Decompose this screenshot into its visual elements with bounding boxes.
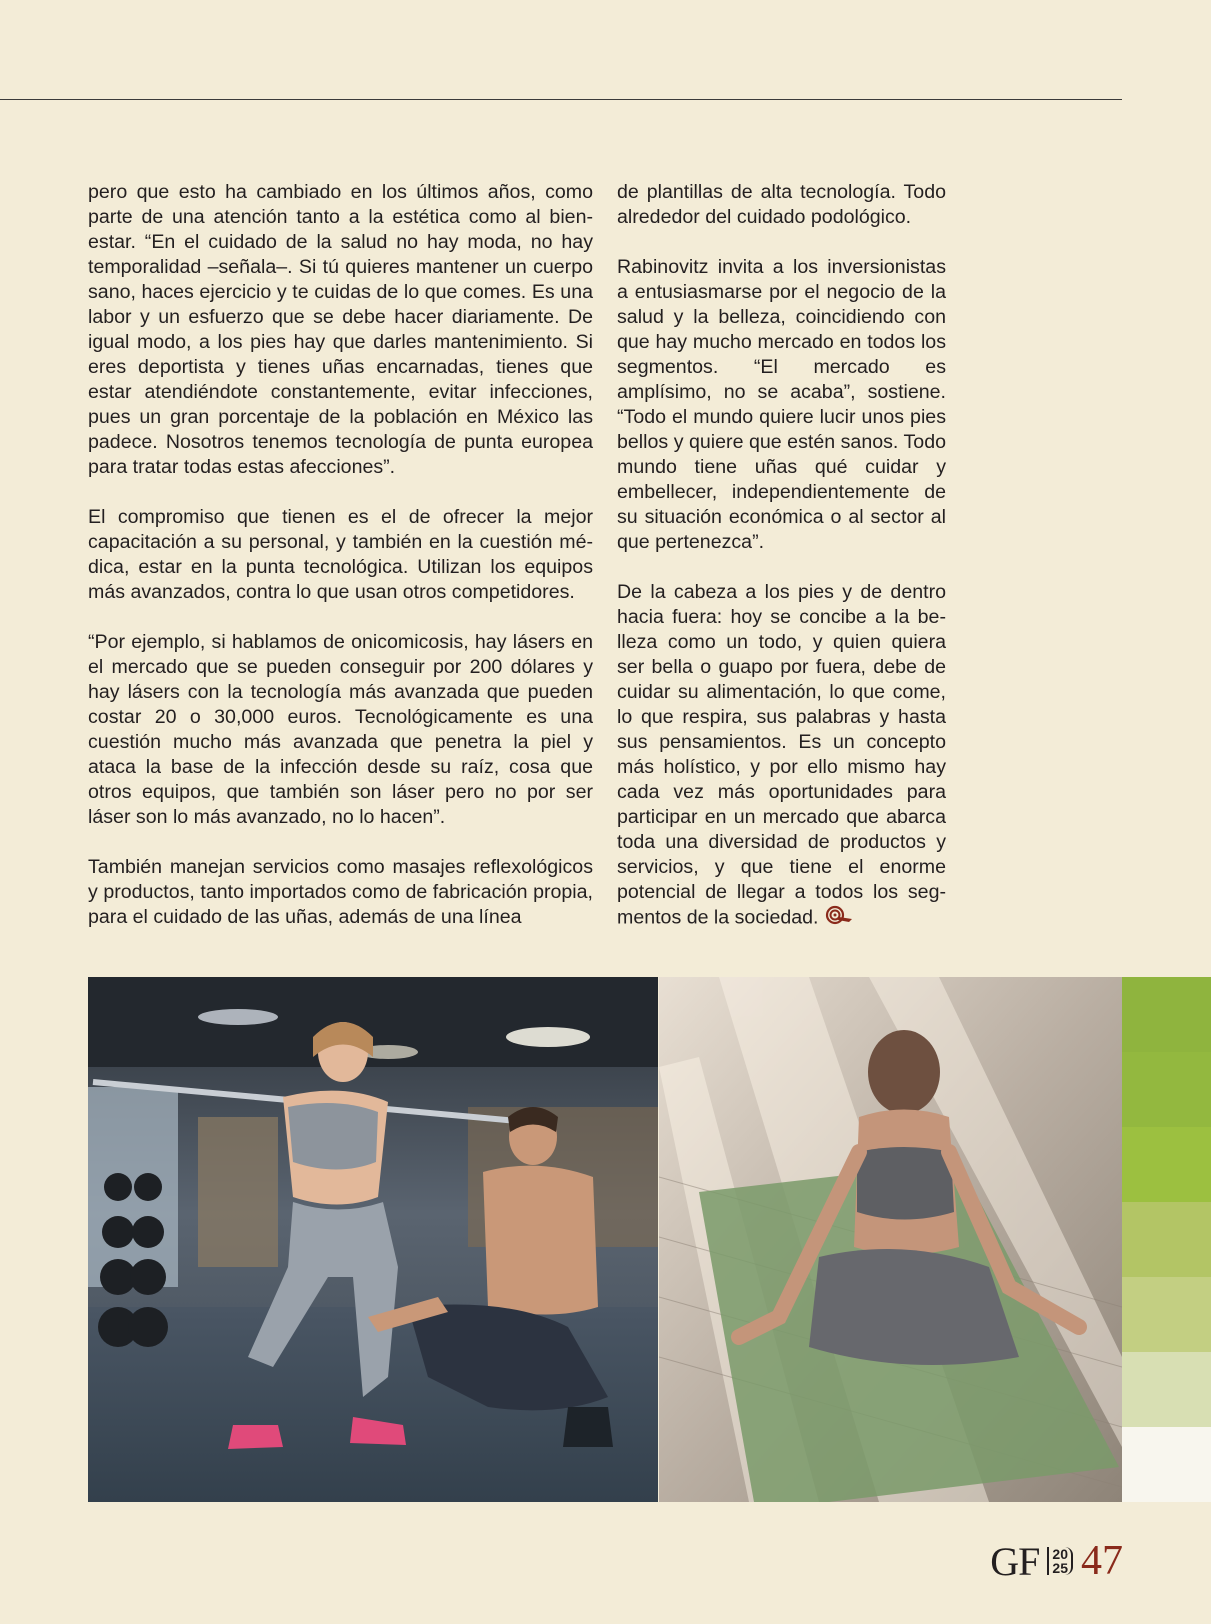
color-swatch [1122,1052,1211,1127]
color-swatch [1122,1352,1211,1427]
color-swatch [1122,977,1211,1052]
color-swatch [1122,1202,1211,1277]
paragraph: El compromiso que tienen es el de ofrecer la mejor capacitación a su personal, y también en la cuestión médica, estar en la punta tecnológica. Utilizan los equipos más avanzados, contra lo que usan otros competidores. [88,506,593,603]
paragraph: También manejan servicios como masajes reflexológicos y productos, tanto importados como de fabricación propia, para el cuidado de las uñas, además de una línea [88,856,593,928]
color-swatch-bar [1122,977,1211,1502]
article-right-column [617,180,946,957]
paragraph: de plantillas de alta tecnología. Todo alrededor del cuidado podológico. [617,181,946,228]
page-number: 47 [1081,1538,1123,1584]
article-left-column [88,180,593,955]
yoga-photo [659,977,1122,1502]
paragraph: “Por ejemplo, si hablamos de onicomicosis, hay lásers en el mercado que se pueden conseguir por 200 dólares y hay lásers con la tecnología más avanzada que pueden costar 20 o 30,000 euros. Tecnológicamente es una cuestión mucho más avanzada que penetra la piel y ataca la base de la infección desde su raíz, cosa que otros equipos, que también son láser pero no por ser láser son lo más avanzado, no lo hacen”. [88,631,593,828]
paragraph: Rabinovitz invita a los inversionistas a entusiasmarse por el negocio de la salud y la belleza, coincidiendo con que hay mucho mercado en todos los segmentos. “El mercado es amplísimo, no se acaba”, sostiene. “Todo el mundo quiere lucir unos pies bellos y quiere que estén sanos. Todo mundo tiene uñas qué cuidar y embellecer, independientemente de su situación económica o al sector al que pertenezca”. [617,256,946,553]
paragraph-text: De la cabeza a los pies y de dentro hacia fuera: hoy se concibe a la belleza como un todo, y quien quiera ser bella o guapo por fuera, debe de cuidar su alimentación, lo que come, lo que respira, sus palabras y hasta sus pensamientos. Es un concepto más holístico, y por ello mismo hay cada vez más oportunidades para participar en un mercado que abarca toda una diversidad de productos y servicios, y que tiene el enorme potencial de llegar a todos los segmentos de la sociedad. [617,581,946,929]
paragraph-last [617,580,946,932]
gym-photo [88,977,658,1502]
end-of-article-icon [825,905,853,932]
paragraph: pero que esto ha cambiado en los últimos años, como parte de una atención tanto a la estética como al bienestar. “En el cuidado de la salud no hay moda, no hay temporalidad –señala–. Si tú quieres mantener un cuerpo sano, haces ejercicio y te cuidas de lo que comes. Es una labor y un esfuerzo que se debe hacer diariamente. De igual modo, a los pies hay que darles mantenimiento. Si eres deportista y tienes uñas encarnadas, tienes que estar atendiéndote constantemente, evitar infecciones, pues un gran porcentaje de la población en México las padece. Nosotros tenemos tecnología de punta europea para tratar todas estas afecciones”. [88,181,593,478]
color-swatch [1122,1277,1211,1352]
magazine-logo: GF [990,1538,1040,1584]
color-swatch [1122,1427,1211,1502]
year-mark [1047,1547,1073,1575]
header-rule [0,99,1122,100]
year-top: 20 [1052,1546,1068,1562]
page-footer [990,1538,1123,1584]
year-bottom: 25 [1052,1560,1068,1576]
color-swatch [1122,1127,1211,1202]
